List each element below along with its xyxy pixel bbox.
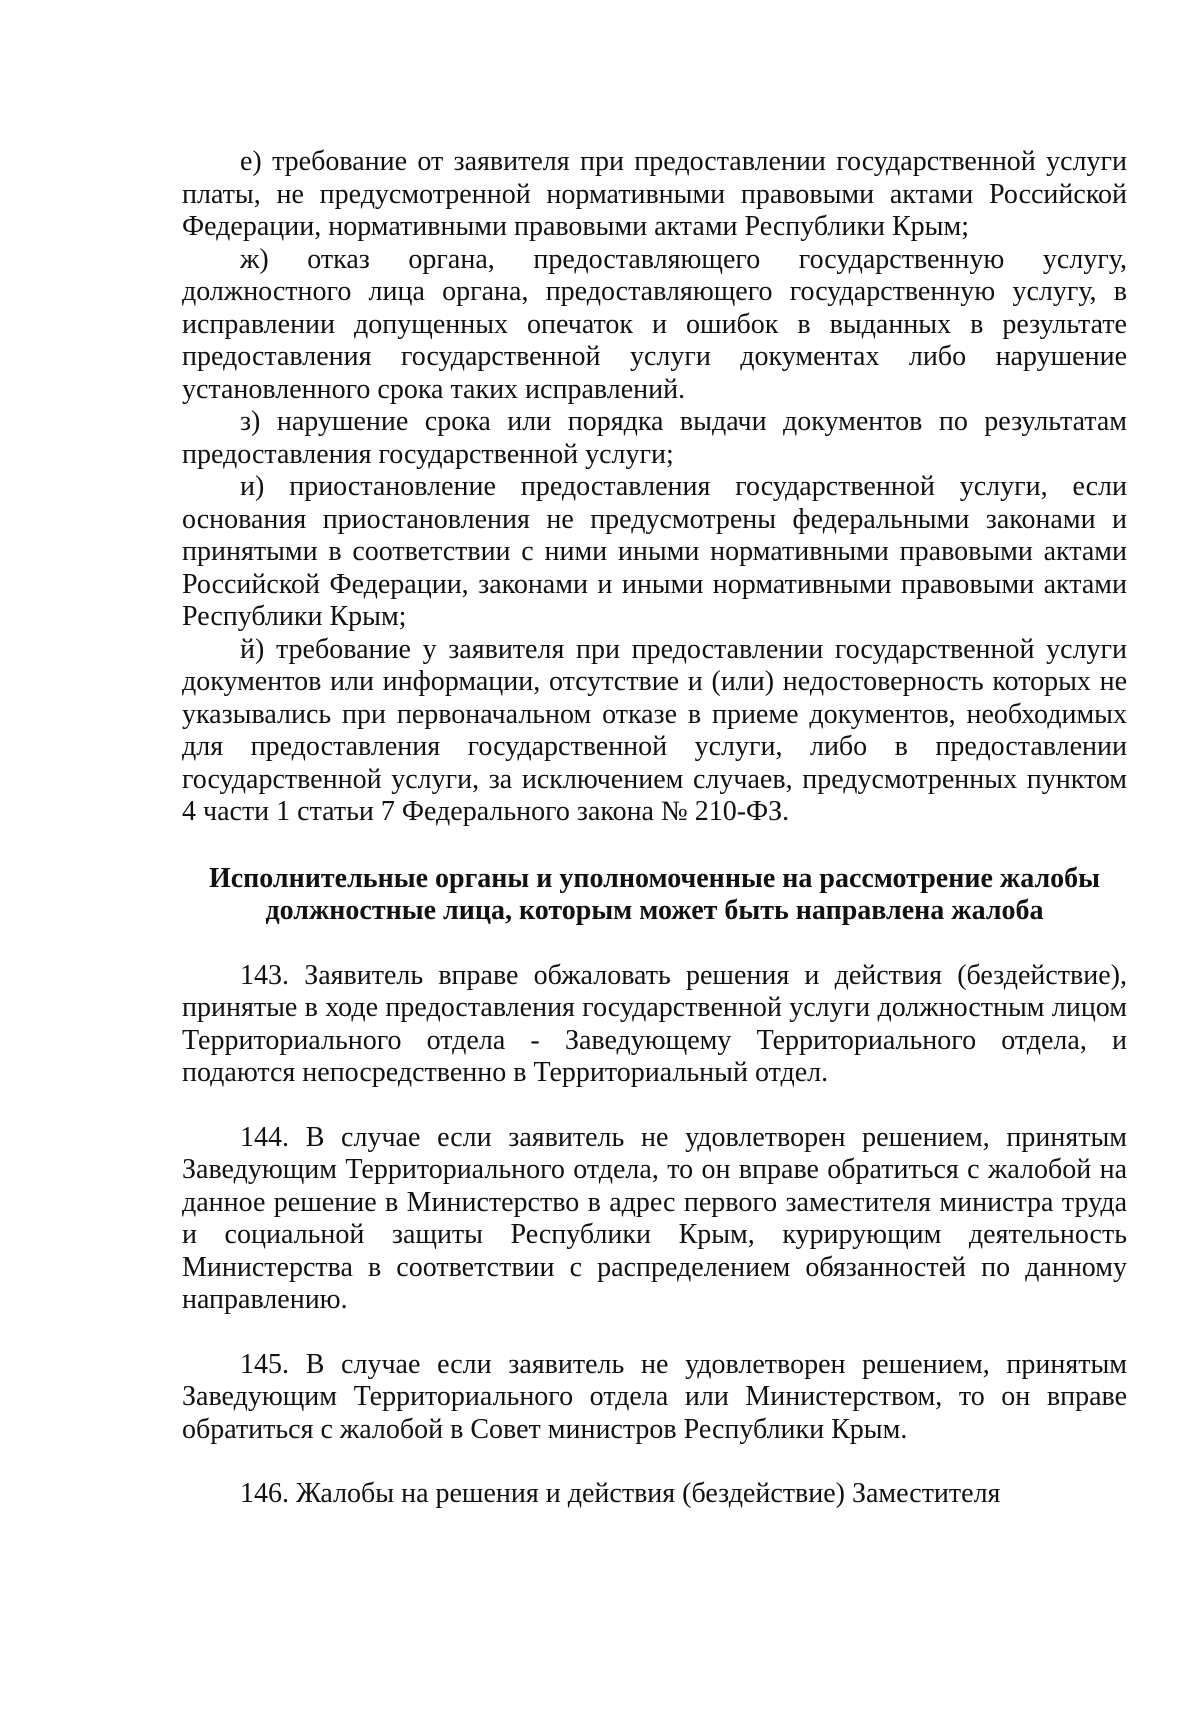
paragraph-145: 145. В случае если заявитель не удовлетворен решением, принятым Заведующим Территориального отдела или Министерством, то он вправе обратиться с жалобой в Совет министров Республики Крым. xyxy=(182,1348,1127,1445)
section-heading: Исполнительные органы и уполномоченные на рассмотрение жалобы должностные лица, которым может быть направлена жалоба xyxy=(208,862,1101,926)
list-item-z: з) нарушение срока или порядка выдачи документов по результатам предоставления государственной услуги; xyxy=(182,406,1127,470)
document-body xyxy=(182,146,1127,1511)
list-item-e: е) требование от заявителя при предоставлении государственной услуги платы, не предусмотренной нормативными правовыми актами Российской Федерации, нормативными правовыми актами Республики Крым; xyxy=(182,146,1127,242)
list-item-y: й) требование у заявителя при предоставлении государственной услуги документов или информации, отсутствие и (или) недостоверность которых не указывались при первоначальном отказе в приеме документов, необходимых для предоставления государственной услуги, либо в предоставлении государственной услуги, за исключением случаев, предусмотренных пунктом 4 части 1 статьи 7 Федерального закона № 210-ФЗ. xyxy=(182,633,1127,827)
paragraph-146: 146. Жалобы на решения и действия (бездействие) Заместителя xyxy=(240,1478,1001,1509)
paragraph-143: 143. Заявитель вправе обжаловать решения и действия (бездействие), принятые в ходе предоставления государственной услуги должностным лицом Территориального отдела - Заведующему Территориального отдела, и подаются непосредственно в Территориальный отдел. xyxy=(182,959,1127,1088)
paragraph-144: 144. В случае если заявитель не удовлетворен решением, принятым Заведующим Территориального отдела, то он вправе обратиться с жалобой на данное решение в Министерство в адрес первого заместителя министра труда и социальной защиты Республики Крым, курирующим деятельность Министерства в соответствии с распределением обязанностей по данному направлению. xyxy=(182,1121,1127,1315)
list-item-zh: ж) отказ органа, предоставляющего государственную услугу, должностного лица органа, предоставляющего государственную услугу, в исправлении допущенных опечаток и ошибок в выданных в результате предоставления государственной услуги документах либо нарушение установленного срока таких исправлений. xyxy=(182,243,1127,405)
list-item-i: и) приостановление предоставления государственной услуги, если основания приостановления не предусмотрены федеральными законами и принятыми в соответствии с ними иными нормативными правовыми актами Российской Федерации, законами и иными нормативными правовыми актами Республики Крым; xyxy=(182,471,1127,632)
